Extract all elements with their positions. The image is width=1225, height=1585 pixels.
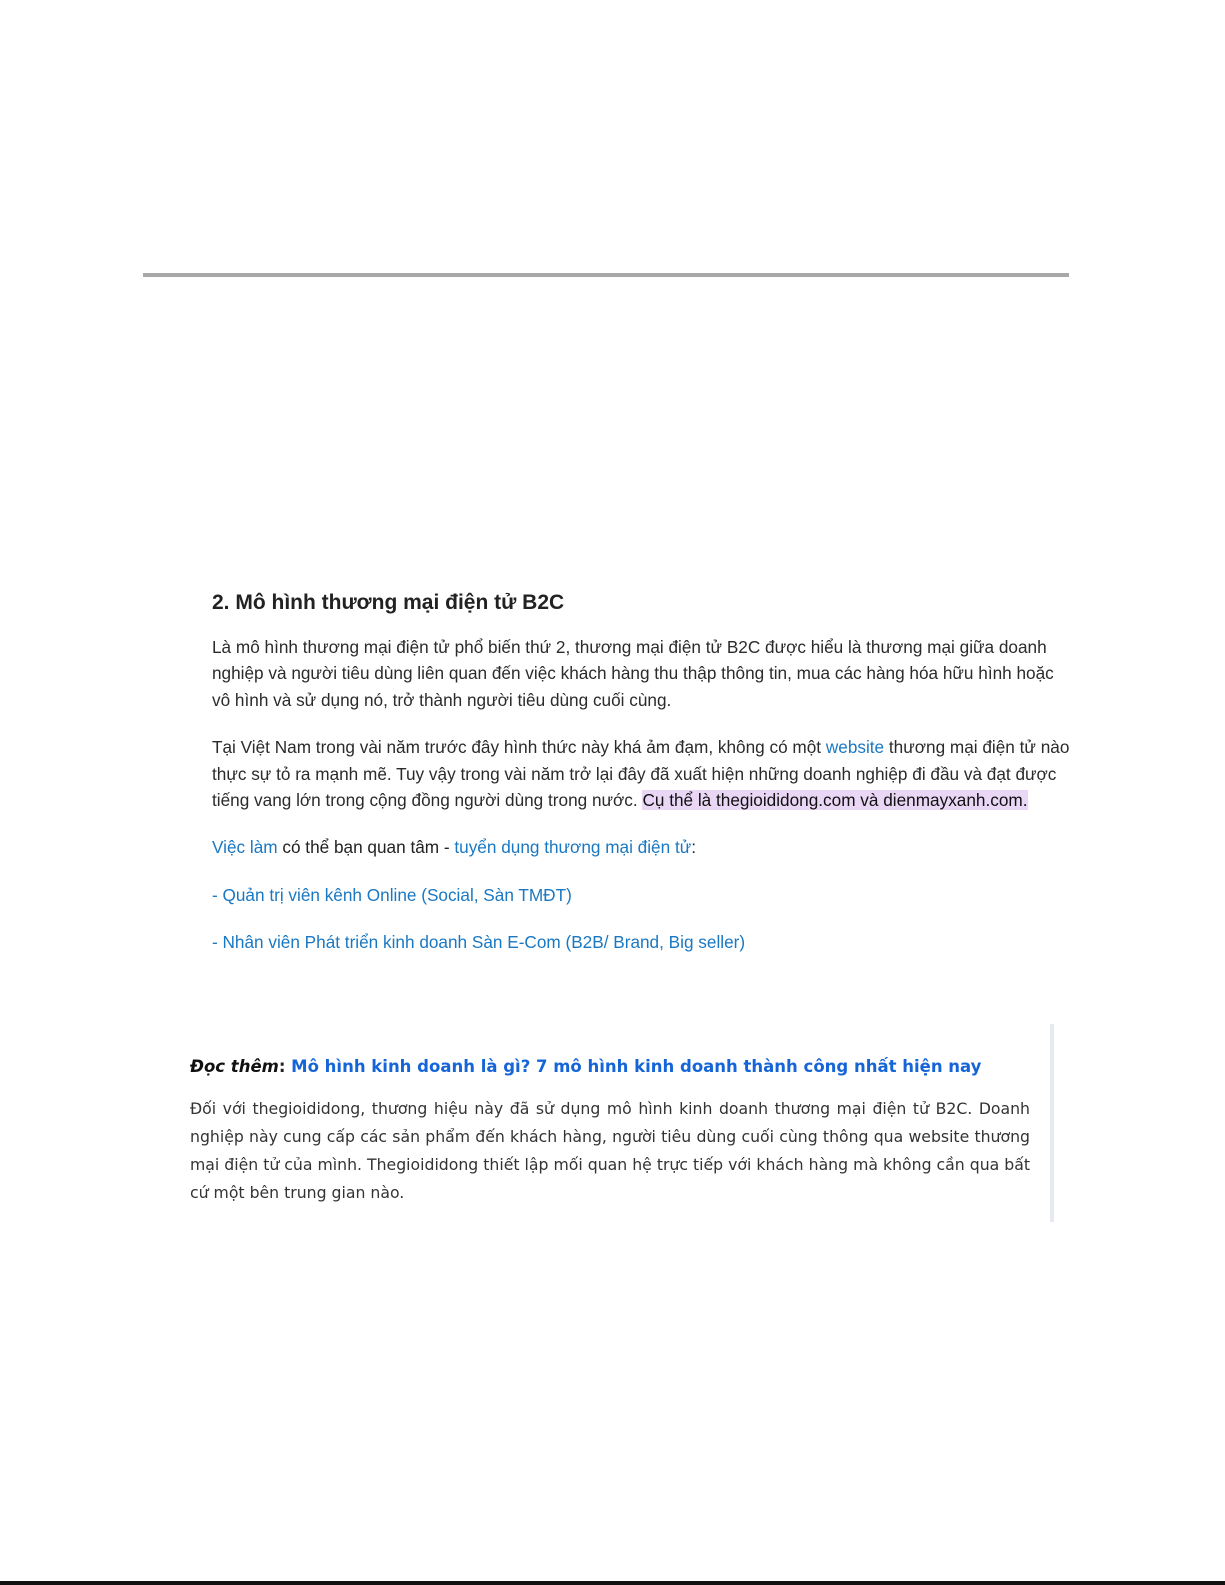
read-more-colon: :	[278, 1057, 292, 1076]
paragraph-text: thương mại điện tử nào thực sự tỏ ra mạnh mẽ. Tuy vậy trong vài năm trở lại đây đã xuất hiện những doanh nghiệp đi đầu và đạt được tiếng vang lớn trong cộng đồng người dùng trong nước.	[212, 737, 1070, 811]
article-section	[212, 588, 1072, 977]
read-more-title	[190, 1053, 1030, 1081]
website-link[interactable]: website	[825, 737, 885, 758]
read-more-box	[190, 1053, 1030, 1207]
jobs-intro	[212, 834, 1072, 860]
highlighted-text: Cụ thể là thegioididong.com và dienmayxanh.com.	[642, 790, 1028, 811]
job-item-ecom-bizdev	[212, 929, 1072, 955]
read-more-link[interactable]: Mô hình kinh doanh là gì? 7 mô hình kinh doanh thành công nhất hiện nay	[291, 1057, 982, 1076]
read-more-paragraph: Đối với thegioididong, thương hiệu này đã sử dụng mô hình kinh doanh thương mại điện tử B2C. Doanh nghiệp này cung cấp các sản phẩm đến khách hàng, người tiêu dùng cuối cùng thông qua website thương mại điện tử của mình. Thegioididong thiết lập mối quan hệ trực tiếp với khách hàng mà không cần qua bất cứ một bên trung gian nào.	[190, 1099, 1030, 1202]
paragraph-text: Tại Việt Nam trong vài năm trước đây hình thức này khá ảm đạm, không có một	[212, 737, 826, 758]
section-heading: 2. Mô hình thương mại điện tử B2C	[212, 591, 565, 614]
jobs-colon: :	[691, 837, 697, 858]
paragraph-intro: Là mô hình thương mại điện tử phổ biến thứ 2, thương mại điện tử B2C được hiểu là thương mại giữa doanh nghiệp và người tiêu dùng liên quan đến việc khách hàng thu thập thông tin, mua các hàng hóa hữu hình hoặc vô hình và sử dụng nó, trở thành người tiêu dùng cuối cùng.	[212, 637, 1054, 710]
read-more-label: Đọc thêm	[190, 1057, 279, 1076]
ecommerce-recruitment-link[interactable]: tuyển dụng thương mại điện tử	[454, 837, 692, 858]
read-more-side-bar	[1050, 1024, 1054, 1222]
job-link-online-admin[interactable]: - Quản trị viên kênh Online (Social, Sàn TMĐT)	[212, 884, 572, 905]
paragraph-vietnam	[212, 734, 1072, 813]
jobs-link[interactable]: Việc làm	[212, 837, 278, 858]
bottom-border	[0, 1581, 1225, 1585]
jobs-text: có thể bạn quan tâm -	[277, 837, 455, 858]
job-item-online-admin	[212, 882, 1072, 908]
job-link-ecom-bizdev[interactable]: - Nhân viên Phát triển kinh doanh Sàn E-Com (B2B/ Brand, Big seller)	[212, 932, 746, 953]
horizontal-rule	[143, 273, 1069, 277]
